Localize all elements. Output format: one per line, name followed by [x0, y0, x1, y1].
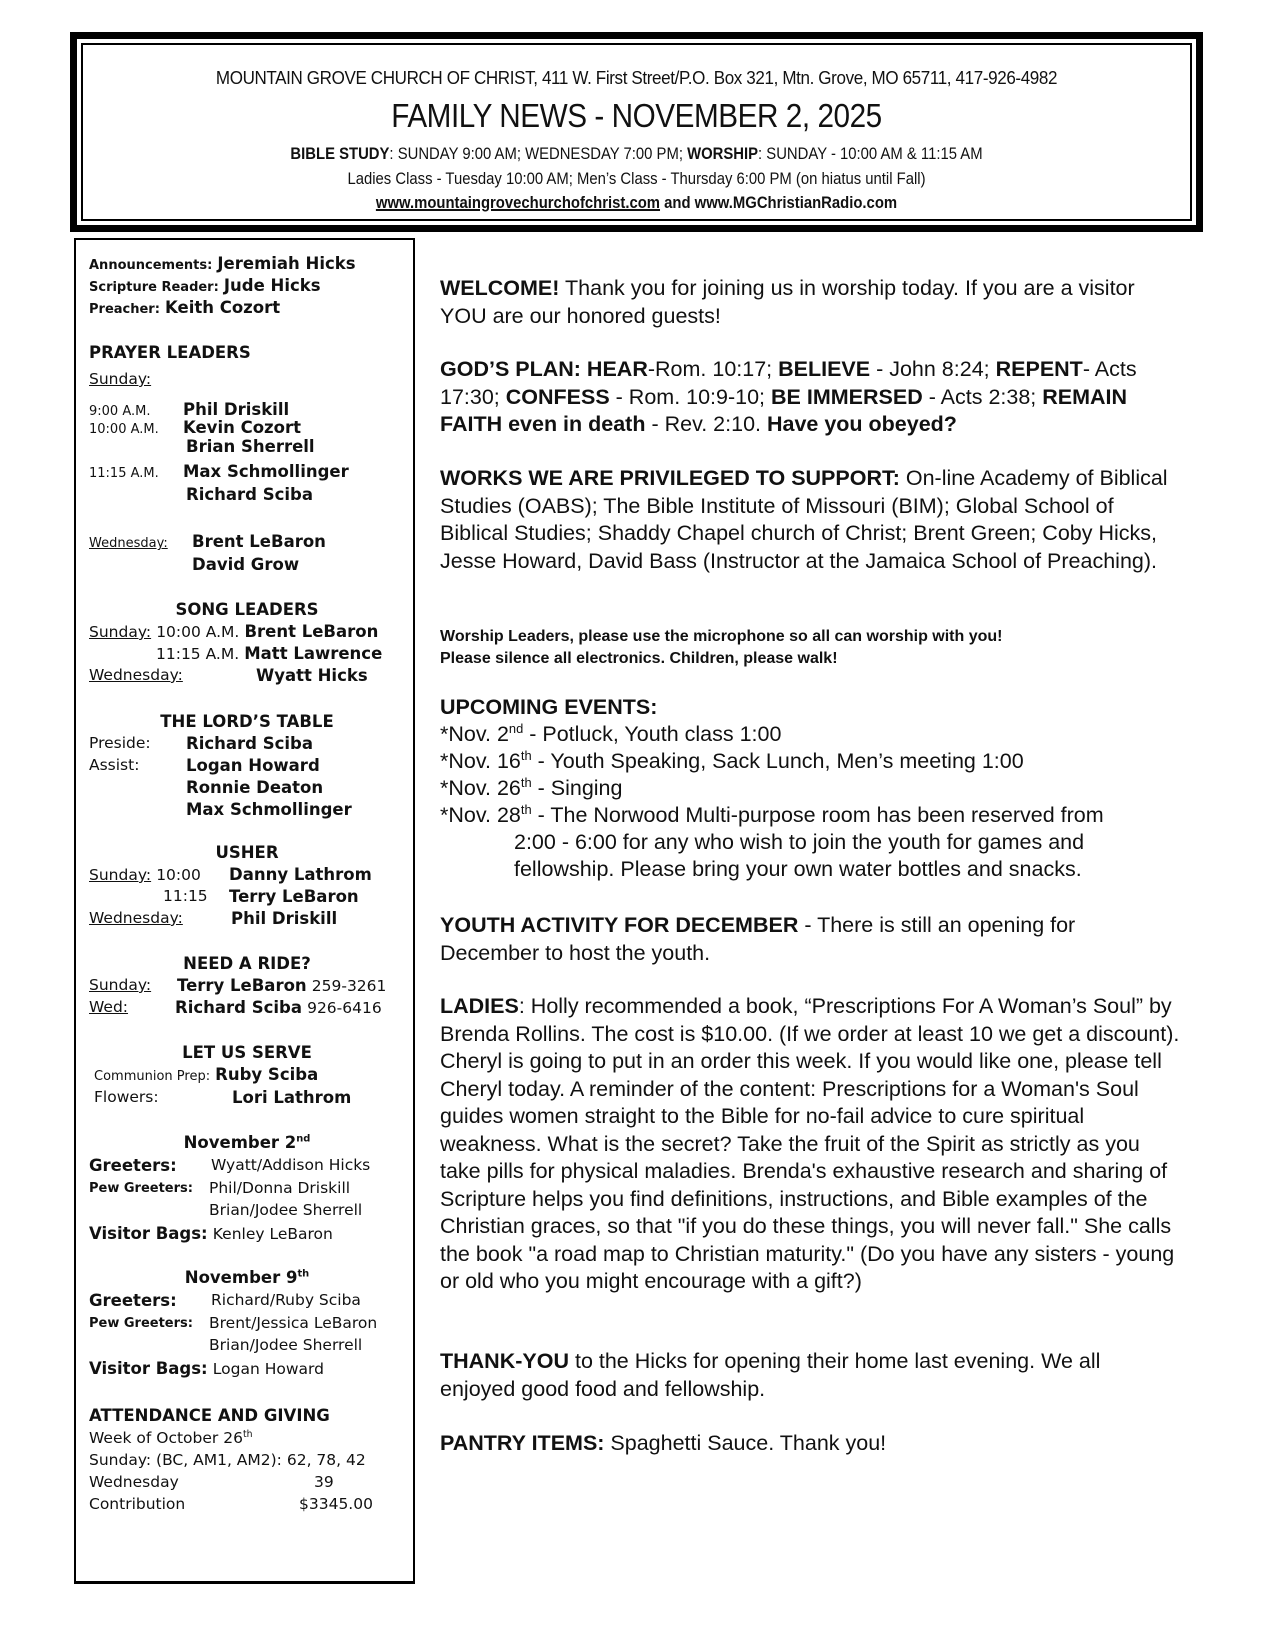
- plan-step: REMAIN FAITH even in death: [440, 384, 1128, 436]
- service-schedule: [138, 145, 1134, 164]
- song-leader-name: Brent LeBaron: [244, 622, 379, 641]
- flowers-name: Lori Lathrom: [232, 1088, 352, 1107]
- ride-sunday-contact: [177, 976, 386, 995]
- sidebar-assignments: [74, 238, 415, 1584]
- role-scripture-reader: [89, 276, 321, 295]
- prayer-name: Brian Sherrell: [186, 437, 315, 456]
- attendance-week-text: Week of October 26: [89, 1429, 243, 1447]
- role-preacher: [89, 298, 280, 317]
- gods-plan-paragraph: [440, 356, 1180, 439]
- attendance-sunday: [89, 1451, 366, 1469]
- role-name: Jude Hicks: [223, 276, 321, 295]
- prayer-time-1115: 11:15 A.M.: [89, 466, 159, 481]
- pantry-paragraph: [440, 1430, 1180, 1458]
- church-website-link[interactable]: www.mountaingrovechurchofchrist.com: [375, 194, 661, 212]
- works-text: On-line Academy of Biblical Studies (OABS); The Bible Institute of Missouri (BIM); Global School of Biblical Studies; Shaddy Chapel church of Christ; Brent Green; Coby Hicks, Jesse Howard, David Bass (Instructor at the Jamaica School of Preaching).: [440, 466, 1168, 573]
- class-schedule: Ladies Class - Tuesday 10:00 AM; Men’s Class - Thursday 6:00 PM (on hiatus until Fall): [347, 170, 926, 188]
- contribution-value: $3345.00: [299, 1495, 373, 1513]
- week-date: November 2: [183, 1133, 297, 1152]
- role-label: Announcements:: [89, 258, 213, 273]
- event-item: [440, 721, 1180, 749]
- communion-prep-row: [94, 1065, 318, 1084]
- let-us-serve-heading: LET US SERVE: [182, 1043, 312, 1062]
- role-label: Preacher:: [89, 302, 160, 317]
- link-joiner: and: [660, 194, 695, 212]
- visitor-bags-row: [89, 1224, 333, 1243]
- greeters-label: Greeters:: [89, 1291, 177, 1310]
- event-continuation: 2:00 - 6:00 for any who wish to join the youth for games and: [514, 830, 1085, 854]
- welcome-text: Thank you for joining us in worship today. If you are a visitor YOU are our honored guests!: [440, 276, 1135, 328]
- assist-name: Ronnie Deaton: [186, 778, 324, 797]
- masthead-inner: [81, 43, 1192, 221]
- visitor-bags-row: [89, 1359, 324, 1378]
- youth-activity-text: - There is still an opening for December to host the youth.: [440, 913, 1076, 965]
- ride-driver-name: Terry LeBaron: [177, 976, 307, 995]
- plan-step: REPENT: [995, 357, 1083, 381]
- prayer-name: Max Schmollinger: [183, 462, 349, 481]
- youth-activity-label: YOUTH ACTIVITY FOR DECEMBER: [440, 913, 799, 937]
- pew-greeters-name: Brian/Jodee Sherrell: [209, 1201, 363, 1219]
- plan-step: HEAR: [580, 357, 648, 381]
- works-paragraph: [440, 465, 1180, 575]
- week-date-suffix: th: [297, 1268, 310, 1280]
- week-heading: [89, 1268, 405, 1287]
- worship-notice: Worship Leaders, please use the microphone so all can worship with you!: [440, 628, 1003, 645]
- song-sunday-row-2: [156, 644, 382, 663]
- event-text: - Singing: [531, 776, 623, 800]
- song-sunday-label: Sunday:: [89, 623, 152, 641]
- event-item: [440, 802, 1180, 830]
- worship-label: WORSHIP: [687, 145, 759, 163]
- prayer-time-9: 9:00 A.M.: [89, 404, 151, 419]
- assist-name: Logan Howard: [186, 756, 320, 775]
- event-date-suffix: th: [520, 774, 532, 790]
- plan-step: BELIEVE: [778, 357, 871, 381]
- event-date: *Nov. 2: [440, 722, 509, 746]
- masthead: [70, 32, 1203, 232]
- plan-step: CONFESS: [505, 384, 610, 409]
- visitor-bags-label: Visitor Bags:: [89, 1359, 208, 1378]
- ladies-text: : Holly recommended a book, “Prescriptions For A Woman’s Soul” by Brenda Rollins. The cost is $10.00. (If we order at least 10 we get a discount). Cheryl is going to put in an order this week. If you would like one, please tell Cheryl today. A reminder of the content: Prescriptions for a Woman's Soul guides women straight to the Bible for no-fail advice to cure spiritual weakness. What is the secret? Take the fruit of the Spirit as strictly as you take pills for physical maladies. Brenda's exhaustive research and sharing of Scripture helps you find definitions, instructions, and Bible examples of the Christian graces, so that "if you do these things, you will never fall." She calls the book "a road map to Christian maturity." (Do you have any sisters - young or old who you might encourage with a gift?): [440, 994, 1180, 1293]
- prayer-name: Brent LeBaron: [192, 532, 326, 551]
- attendance-sunday-label: Sunday: (BC, AM1, AM2):: [89, 1451, 282, 1469]
- greeters-names: Richard/Ruby Sciba: [211, 1291, 361, 1309]
- communion-prep-name: Ruby Sciba: [215, 1065, 319, 1084]
- plan-step: BE IMMERSED: [771, 384, 923, 409]
- thank-you-paragraph: [440, 1348, 1180, 1403]
- need-a-ride-heading: NEED A RIDE?: [183, 954, 311, 973]
- pew-greeters-name: Phil/Donna Driskill: [209, 1179, 351, 1197]
- event-date: *Nov. 28: [440, 803, 521, 827]
- event-text: - The Norwood Multi-purpose room has been reserved from: [531, 803, 1104, 827]
- prayer-name: Phil Driskill: [183, 400, 290, 419]
- usher-name: Terry LeBaron: [229, 887, 359, 906]
- prayer-sunday-label: Sunday:: [89, 370, 152, 388]
- youth-activity-paragraph: [440, 912, 1180, 967]
- prayer-name: David Grow: [192, 555, 300, 574]
- church-address-line: MOUNTAIN GROVE CHURCH OF CHRIST, 411 W. First Street/P.O. Box 321, Mtn. Grove, MO 65711, 417-926-4982: [215, 67, 1058, 88]
- visitor-bags-label: Visitor Bags:: [89, 1224, 208, 1243]
- usher-heading: USHER: [215, 843, 279, 862]
- pew-greeters-label: Pew Greeters:: [89, 1181, 193, 1196]
- preside-name: Richard Sciba: [186, 734, 313, 753]
- plan-question: Have you obeyed?: [766, 412, 957, 436]
- event-date: *Nov. 26: [440, 776, 521, 800]
- bible-study-times: : SUNDAY 9:00 AM; WEDNESDAY 7:00 PM;: [389, 145, 688, 163]
- song-time: 11:15 A.M.: [156, 645, 240, 663]
- usher-wednesday-label: Wednesday:: [89, 909, 183, 927]
- radio-website-link[interactable]: www.MGChristianRadio.com: [694, 194, 898, 212]
- attendance-week: [89, 1429, 253, 1447]
- thank-you-label: THANK-YOU: [440, 1349, 569, 1373]
- attendance-wednesday-label: Wednesday: [89, 1473, 179, 1491]
- pantry-text: Spaghetti Sauce. Thank you!: [604, 1431, 887, 1455]
- attendance-heading: ATTENDANCE AND GIVING: [89, 1406, 330, 1425]
- welcome-paragraph: [440, 275, 1180, 330]
- song-leader-name: Wyatt Hicks: [256, 666, 368, 685]
- ride-phone: 926-6416: [307, 999, 382, 1017]
- usher-sunday-row: [89, 865, 201, 884]
- ride-wed-label: Wed:: [89, 998, 129, 1016]
- role-announcements: [89, 254, 356, 273]
- bible-study-label: BIBLE STUDY: [290, 145, 390, 163]
- ride-wed-contact: [175, 998, 382, 1017]
- preside-label: Preside:: [89, 734, 151, 752]
- usher-time: 11:15: [163, 887, 208, 905]
- plan-ref: - Rom. 10:9-10;: [609, 384, 772, 409]
- week-date-suffix: nd: [296, 1133, 311, 1145]
- week-heading: [89, 1133, 405, 1152]
- ride-phone: 259-3261: [311, 977, 387, 995]
- plan-ref: - Acts 17:30;: [440, 357, 1137, 409]
- event-date-suffix: th: [520, 747, 532, 763]
- song-leaders-heading: SONG LEADERS: [175, 600, 319, 619]
- usher-name: Danny Lathrom: [229, 865, 372, 884]
- communion-prep-label: Communion Prep:: [94, 1069, 211, 1084]
- assist-label: Assist:: [89, 756, 140, 774]
- event-text: - Youth Speaking, Sack Lunch, Men’s meeting 1:00: [531, 749, 1024, 773]
- visitor-bags-name: Kenley LeBaron: [212, 1225, 333, 1243]
- pew-greeters-name: Brent/Jessica LeBaron: [209, 1314, 378, 1332]
- visitor-bags-name: Logan Howard: [212, 1360, 324, 1378]
- gods-plan-label: GOD’S PLAN:: [440, 357, 581, 381]
- lords-table-heading: THE LORD’S TABLE: [160, 712, 334, 731]
- role-name: Keith Cozort: [165, 298, 281, 317]
- plan-ref: - Rev. 2:10.: [645, 412, 767, 436]
- song-time: 10:00 A.M.: [156, 623, 240, 641]
- assist-name: Max Schmollinger: [186, 800, 352, 819]
- newsletter-title: FAMILY NEWS - NOVEMBER 2, 2025: [391, 97, 882, 134]
- event-date-suffix: nd: [508, 720, 524, 736]
- upcoming-events-heading: UPCOMING EVENTS:: [440, 695, 658, 719]
- event-date: *Nov. 16: [440, 749, 521, 773]
- ladies-label: LADIES: [440, 994, 519, 1018]
- song-wednesday-label: Wednesday:: [89, 666, 183, 684]
- role-label: Scripture Reader:: [89, 280, 219, 295]
- week-date: November 9: [184, 1268, 298, 1287]
- plan-ref: - Acts 2:38;: [922, 384, 1043, 409]
- pew-greeters-label: Pew Greeters:: [89, 1316, 193, 1331]
- pew-greeters-name: Brian/Jodee Sherrell: [209, 1336, 363, 1354]
- event-text: - Potluck, Youth class 1:00: [523, 722, 782, 746]
- plan-ref: -Rom. 10:17;: [647, 357, 779, 381]
- song-leader-name: Matt Lawrence: [244, 644, 383, 663]
- prayer-leaders-heading: PRAYER LEADERS: [89, 343, 251, 362]
- prayer-time-10: 10:00 A.M.: [89, 422, 159, 437]
- ride-sunday-label: Sunday:: [89, 976, 152, 994]
- prayer-wednesday-label: Wednesday:: [89, 536, 168, 551]
- worship-times: : SUNDAY - 10:00 AM & 11:15 AM: [758, 145, 983, 163]
- usher-time: 10:00: [156, 866, 201, 884]
- role-name: Jeremiah Hicks: [217, 254, 356, 273]
- usher-name: Phil Driskill: [231, 909, 338, 928]
- attendance-sunday-values: 62, 78, 42: [286, 1451, 366, 1469]
- prayer-name: Kevin Cozort: [183, 418, 301, 437]
- thank-you-text: to the Hicks for opening their home last evening. We all enjoyed good food and fellowship.: [440, 1349, 1101, 1401]
- song-sunday-row: [89, 622, 378, 641]
- greeters-label: Greeters:: [89, 1156, 177, 1175]
- silence-notice: Please silence all electronics. Children, please walk!: [440, 650, 838, 667]
- website-links: [138, 194, 1134, 213]
- event-item: [440, 775, 1180, 803]
- event-continuation: fellowship. Please bring your own water bottles and snacks.: [514, 857, 1082, 881]
- event-date-suffix: th: [520, 801, 532, 817]
- ladies-paragraph: [440, 993, 1180, 1296]
- plan-ref: - John 8:24;: [870, 357, 996, 381]
- flowers-label: Flowers:: [94, 1088, 159, 1106]
- event-item: [440, 748, 1180, 776]
- attendance-week-suffix: th: [242, 1428, 253, 1440]
- greeters-names: Wyatt/Addison Hicks: [211, 1156, 371, 1174]
- usher-sunday-label: Sunday:: [89, 866, 152, 884]
- pantry-label: PANTRY ITEMS:: [440, 1431, 605, 1455]
- welcome-label: WELCOME!: [440, 276, 560, 300]
- attendance-wednesday-value: 39: [314, 1473, 334, 1491]
- works-label: WORKS WE ARE PRIVILEGED TO SUPPORT:: [440, 466, 900, 490]
- contribution-label: Contribution: [89, 1495, 186, 1513]
- ride-driver-name: Richard Sciba: [175, 998, 302, 1017]
- prayer-name: Richard Sciba: [186, 485, 313, 504]
